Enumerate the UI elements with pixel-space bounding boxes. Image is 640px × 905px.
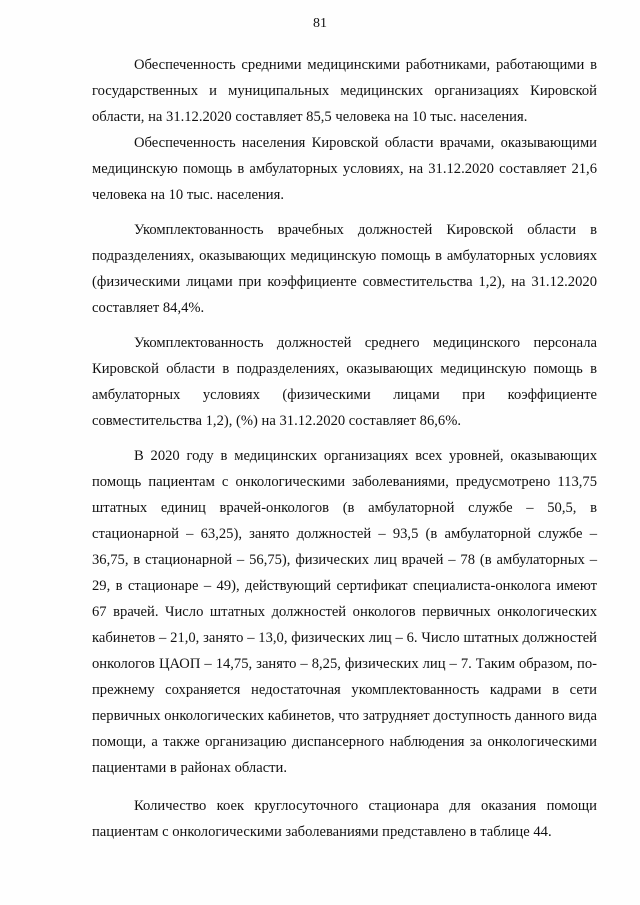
paragraph-doctor-staffing: Обеспеченность населения Кировской области врачами, оказывающими медицинскую помощь в амбулаторных условиях, на 31.12.2020 составляет 21,6 человека на 10 тыс. населения. — [92, 135, 597, 203]
paragraph-doctor-positions: Укомплектованность врачебных должностей Кировской области в подразделениях, оказывающих медицинскую помощь в амбулаторных условиях (физическими лицами при коэффициенте совместительства 1,2), на 31.12.2020 составляет 84,4%. — [92, 222, 597, 316]
paragraph-oncology-staff: В 2020 году в медицинских организациях всех уровней, оказывающих помощь пациентам с онкологическими заболеваниями, предусмотрено 113,75 штатных единиц врачей-онкологов (в амбулаторной службе – 50,5, в стационарной – 63,25), занято должностей – 93,5 (в амбулаторной службе – 36,75, в стационарной – 56,75), физических лиц врачей – 78 (в амбулаторных – 29, в стационаре – 49), действующий сертификат специалиста-онколога имеют 67 врачей. Число штатных должностей онкологов первичных онкологических кабинетов – 21,0, занято – 13,0, физических лиц – 6. Число штатных должностей онкологов ЦАОП – 14,75, занято – 8,25, физических лиц – 7. Таким образом, по-прежнему сохраняется недостаточная укомплектованность кадрами в сети первичных онкологических кабинетов, что затрудняет доступность данного вида помощи, а также организацию диспансерного наблюдения за онкологическими пациентами в районах области. — [92, 448, 597, 776]
paragraph-nurse-staffing: Обеспеченность средними медицинскими работниками, работающими в государственных и муниципальных медицинских организациях Кировской области, на 31.12.2020 составляет 85,5 человека на 10 тыс. населения. — [92, 57, 597, 125]
document-body — [92, 52, 597, 845]
paragraph-oncology-beds: Количество коек круглосуточного стационара для оказания помощи пациентам с онкологическими заболеваниями представлено в таблице 44. — [92, 798, 597, 840]
page-number: 81 — [313, 16, 327, 31]
paragraph-nurse-positions: Укомплектованность должностей среднего медицинского персонала Кировской области в подразделениях, оказывающих медицинскую помощь в амбулаторных условиях (физическими лицами при коэффициенте совместительства 1,2), (%) на 31.12.2020 составляет 86,6%. — [92, 335, 597, 429]
